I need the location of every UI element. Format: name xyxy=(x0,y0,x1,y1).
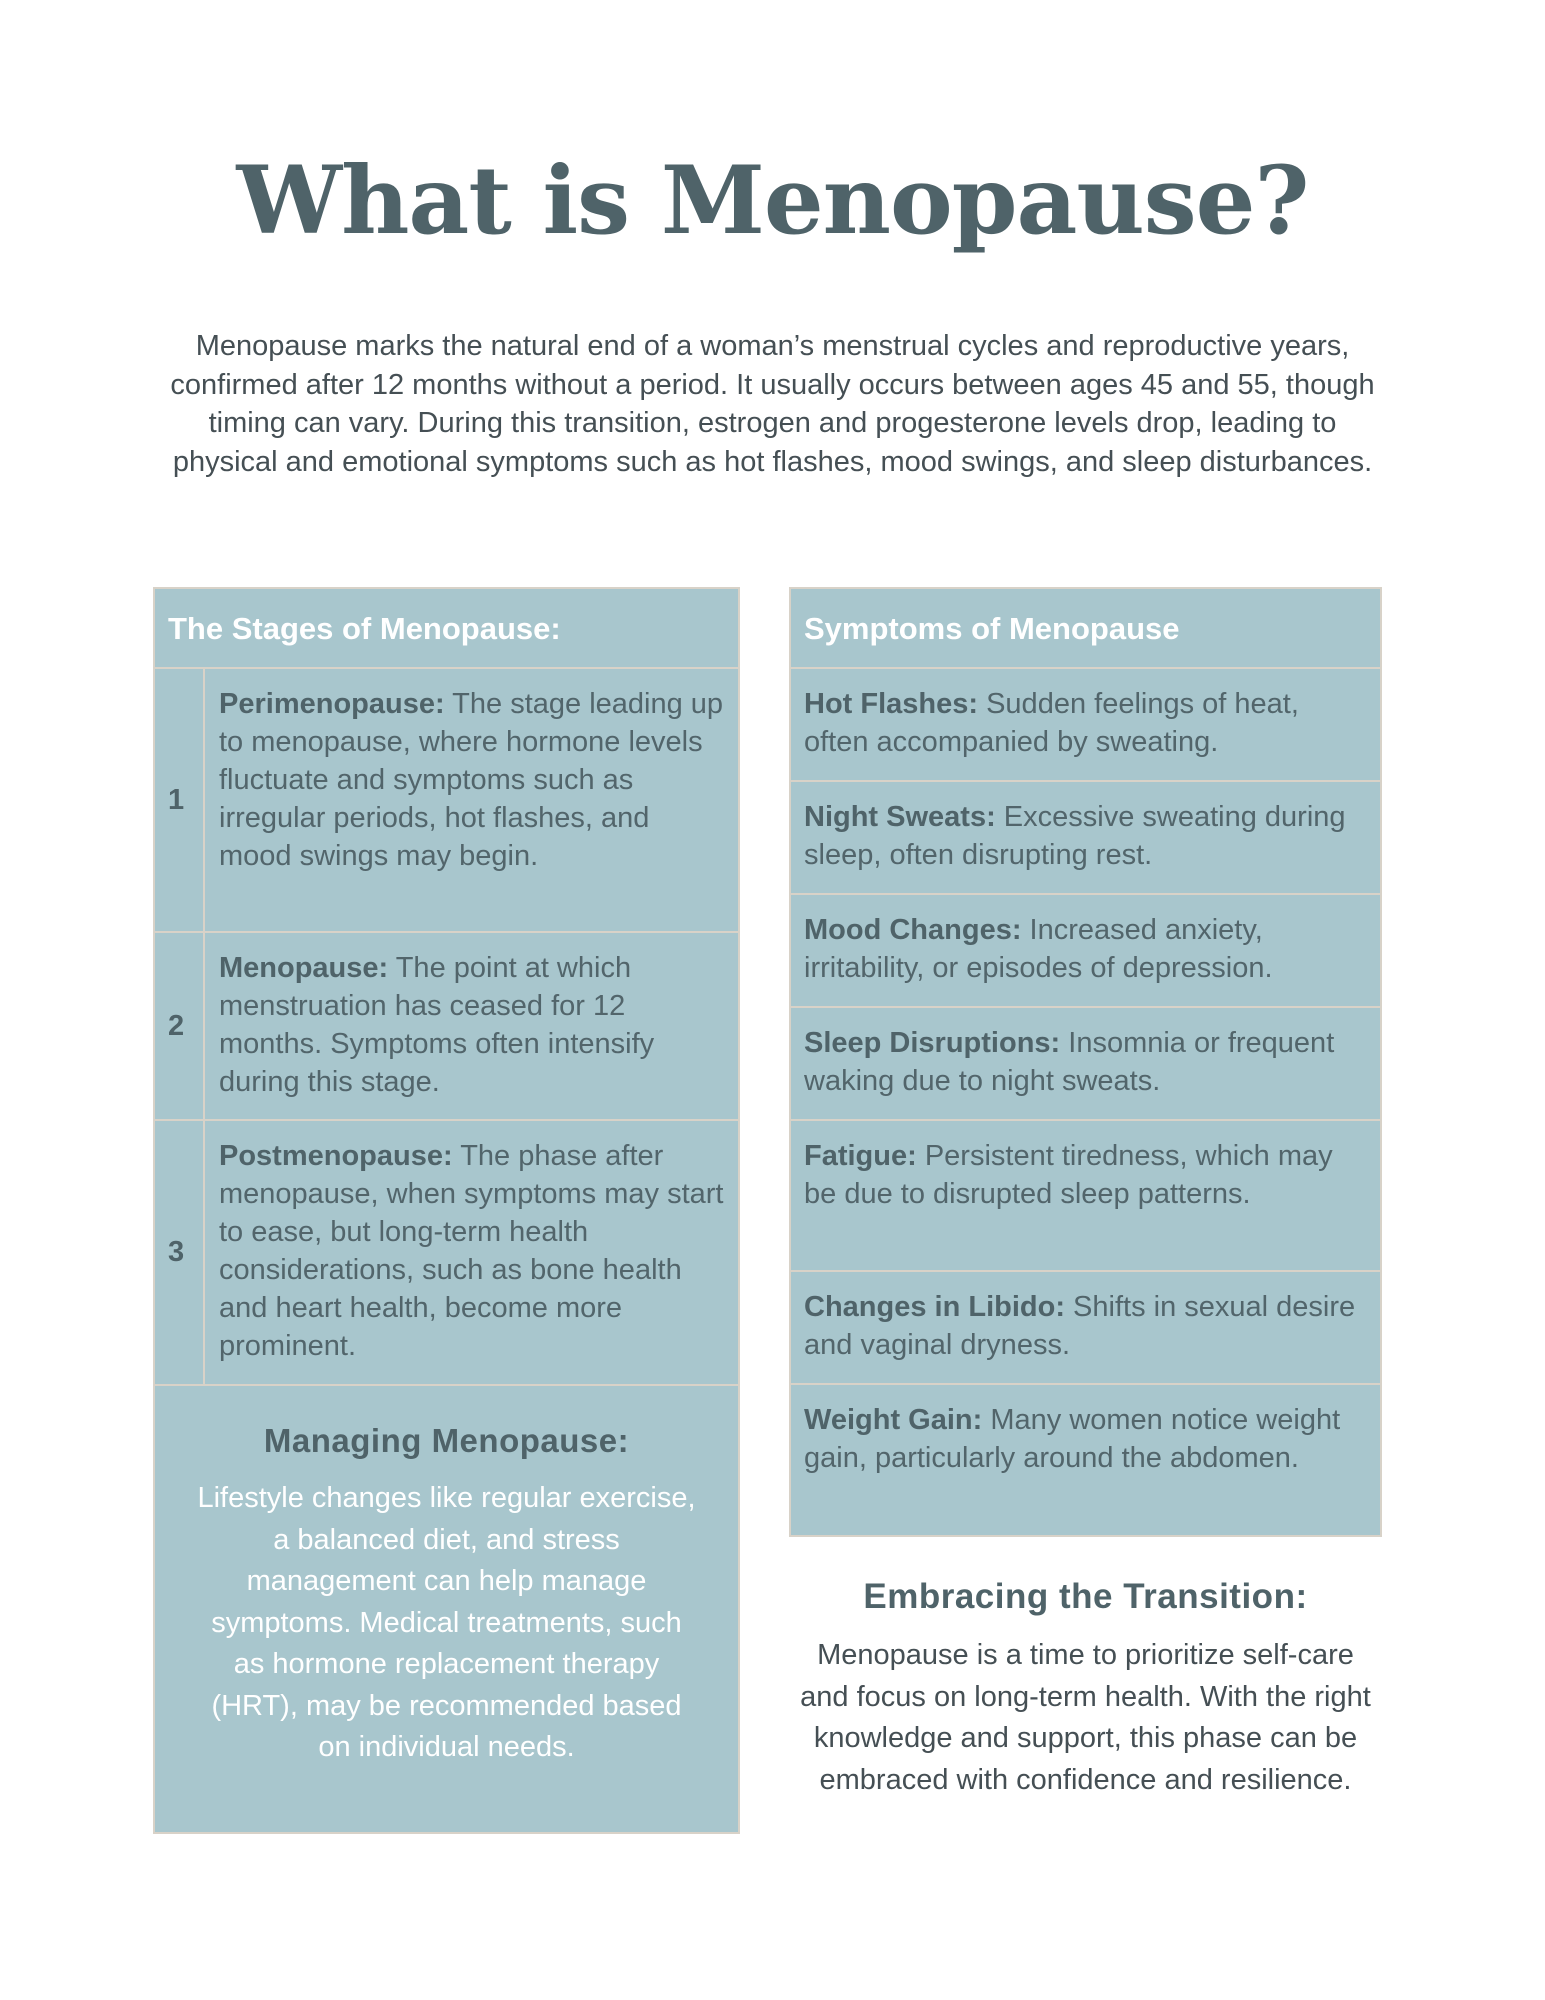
symptom-term: Weight Gain: xyxy=(804,1404,983,1436)
symptom-row xyxy=(791,782,1380,895)
stage-term: Menopause: xyxy=(219,952,389,984)
stages-panel xyxy=(153,587,740,1834)
stage-row xyxy=(155,1121,738,1386)
symptom-text: Many women notice weight gain, particularly around the abdomen. xyxy=(804,1404,1341,1474)
intro-paragraph: Menopause marks the natural end of a woman’s menstrual cycles and reproductive years, confirmed after 12 months without a period. It usually occurs between ages 45 and 55, though timing can vary. During this transition, estrogen and progesterone levels drop, leading to physical and emotional symptoms such as hot flashes, mood swings, and sleep disturbances. xyxy=(170,330,1375,478)
stage-number: 1 xyxy=(155,669,205,931)
stages-heading: The Stages of Menopause: xyxy=(155,589,738,669)
symptom-row xyxy=(791,669,1380,782)
stage-text: The point at which menstruation has ceased for 12 months. Symptoms often intensify during this stage. xyxy=(219,952,655,1098)
stage-description xyxy=(205,669,738,931)
embracing-section xyxy=(789,1577,1382,1801)
symptom-text: Excessive sweating during sleep, often disrupting rest. xyxy=(804,801,1346,871)
symptom-text: Insomnia or frequent waking due to night sweats. xyxy=(804,1027,1335,1097)
embracing-text: Menopause is a time to prioritize self-care and focus on long-term health. With the right knowledge and support, this phase can be embraced with confidence and resilience. xyxy=(800,1639,1371,1796)
embracing-heading: Embracing the Transition: xyxy=(863,1577,1308,1616)
stage-text: The stage leading up to menopause, where hormone levels fluctuate and symptoms such as irregular periods, hot flashes, and mood swings may begin. xyxy=(219,688,724,872)
managing-section xyxy=(155,1422,738,1769)
stage-text: The phase after menopause, when symptoms may start to ease, but long-term health considerations, such as bone health and heart health, become more prominent. xyxy=(219,1140,724,1362)
symptom-row xyxy=(791,1121,1380,1272)
symptom-row xyxy=(791,895,1380,1008)
symptom-term: Mood Changes: xyxy=(804,914,1022,946)
stage-row xyxy=(155,669,738,933)
stage-term: Perimenopause: xyxy=(219,688,445,720)
stage-number: 2 xyxy=(155,933,205,1119)
symptom-row xyxy=(791,1272,1380,1385)
stage-term: Postmenopause: xyxy=(219,1140,453,1172)
symptom-term: Hot Flashes: xyxy=(804,688,979,720)
managing-text: Lifestyle changes like regular exercise, a balanced diet, and stress management can help manage symptoms. Medical treatments, such as hormone replacement therapy (HRT), may be recommended based on individual needs. xyxy=(197,1482,696,1763)
stage-description xyxy=(205,1121,738,1384)
stage-description xyxy=(205,933,738,1119)
symptom-term: Changes in Libido: xyxy=(804,1291,1065,1323)
managing-heading: Managing Menopause: xyxy=(263,1422,630,1459)
page-title: What is Menopause? xyxy=(236,146,1309,256)
stage-row xyxy=(155,933,738,1121)
symptom-text: Shifts in sexual desire and vaginal dryness. xyxy=(804,1291,1356,1361)
symptom-text: Sudden feelings of heat, often accompanied by sweating. xyxy=(804,688,1299,758)
symptom-text: Increased anxiety, irritability, or episodes of depression. xyxy=(804,914,1273,984)
symptom-term: Night Sweats: xyxy=(804,801,996,833)
symptom-term: Sleep Disruptions: xyxy=(804,1027,1061,1059)
symptom-row xyxy=(791,1385,1380,1535)
symptoms-heading: Symptoms of Menopause xyxy=(791,589,1380,669)
stage-number: 3 xyxy=(155,1121,205,1384)
symptom-row xyxy=(791,1008,1380,1121)
symptom-term: Fatigue: xyxy=(804,1140,917,1172)
symptom-text: Persistent tiredness, which may be due to disrupted sleep patterns. xyxy=(804,1140,1333,1210)
symptoms-panel xyxy=(789,587,1382,1537)
